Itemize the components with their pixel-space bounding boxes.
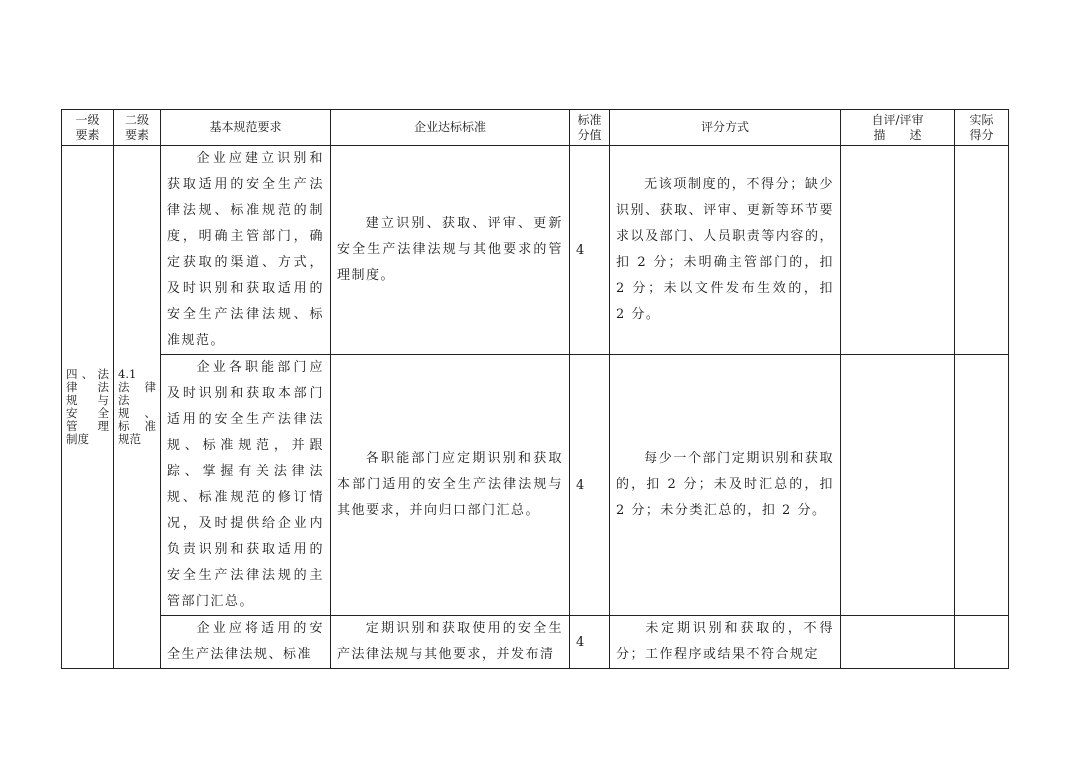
header-row: [62, 110, 1009, 146]
scoring-method-cell: 未定期识别和获取的，不得分；工作程序或结果不符合规定: [610, 616, 841, 669]
table-row: [62, 146, 1009, 355]
compliance-standard-cell: 各职能部门应定期识别和获取本部门适用的安全生产法律法规与其他要求，并向归口部门汇总。: [331, 355, 570, 616]
basic-requirement-cell: 企业应建立识别和获取适用的安全生产法律法规、标准规范的制度，明确主管部门，确定获取的渠道、方式，及时识别和获取适用的安全生产法律法规、标准规范。: [161, 146, 331, 355]
compliance-standard-cell: 建立识别、获取、评审、更新安全生产法律法规与其他要求的管理制度。: [331, 146, 570, 355]
header-self-review: 自评/评审 描 述: [841, 110, 955, 146]
header-compliance-standard: 企业达标标准: [331, 110, 570, 146]
table-row: [62, 355, 1009, 616]
header-actual-score: 实际 得分: [955, 110, 1009, 146]
header-standard-score: 标准 分值: [570, 110, 610, 146]
self-review-cell: [841, 355, 955, 616]
level2-element-cell: 4.1 法 律 法 规 、 标 准 规范: [114, 146, 161, 669]
basic-requirement-cell: 企业各职能部门应及时识别和获取本部门适用的安全生产法律法规、标准规范，并跟踪、掌握有关法律法规、标准规范的修订情况，及时提供给企业内负责识别和获取适用的安全生产法律法规的主管部门汇总。: [161, 355, 331, 616]
compliance-standard-cell: 定期识别和获取使用的安全生产法律法规与其他要求，并发布清: [331, 616, 570, 669]
level1-element-cell: 四、法 律 法 规 与 安 全 管 理 制度: [62, 146, 114, 669]
standard-score-cell: 4: [570, 616, 610, 669]
scoring-method-cell: 无该项制度的，不得分；缺少识别、获取、评审、更新等环节要求以及部门、人员职责等内容的，扣 2 分；未明确主管部门的，扣 2 分；未以文件发布生效的，扣 2 分。: [610, 146, 841, 355]
header-level2-element: 二级 要素: [114, 110, 161, 146]
basic-requirement-cell: 企业应将适用的安全生产法律法规、标准: [161, 616, 331, 669]
actual-score-cell: [955, 146, 1009, 355]
standard-score-cell: 4: [570, 355, 610, 616]
self-review-cell: [841, 616, 955, 669]
actual-score-cell: [955, 616, 1009, 669]
header-scoring-method: 评分方式: [610, 110, 841, 146]
header-basic-requirements: 基本规范要求: [161, 110, 331, 146]
header-level1-element: 一级 要素: [62, 110, 114, 146]
scoring-method-cell: 每少一个部门定期识别和获取的，扣 2 分；未及时汇总的，扣 2 分；未分类汇总的，扣 2 分。: [610, 355, 841, 616]
actual-score-cell: [955, 355, 1009, 616]
standard-score-cell: 4: [570, 146, 610, 355]
table-row: [62, 616, 1009, 669]
self-review-cell: [841, 146, 955, 355]
standards-table: [61, 109, 1009, 669]
